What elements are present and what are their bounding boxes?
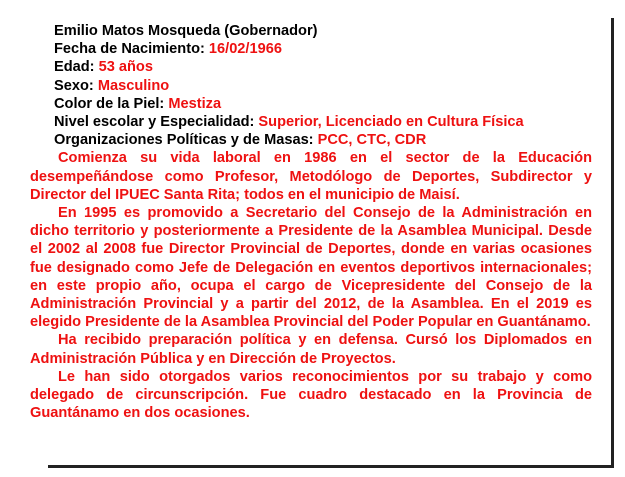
field-organizations: [52, 131, 592, 149]
bio-paragraph-4: [30, 368, 592, 423]
person-name: [52, 22, 592, 40]
bio-paragraph-2: [30, 204, 592, 331]
bio-text: Ha recibido preparación política y en defensa. Cursó los Diplomados en Administración Pública y en Dirección de Proyectos.: [30, 332, 592, 367]
biography-card: [30, 22, 592, 422]
bio-paragraph-3: [30, 331, 592, 367]
field-skin-color: [52, 95, 592, 113]
field-label: Nivel escolar y Especialidad:: [54, 114, 255, 131]
field-age: [52, 58, 592, 76]
bio-text: En 1995 es promovido a Secretario del Consejo de la Administración en dicho territorio y posteriormente a Presidente de la Asamblea Municipal. Desde el 2002 al 2008 fue Director Provincial de Deportes, donde en varias ocasiones fue designado como Jefe de Delegación en eventos deportivos internacionales; en este propio año, ocupa el cargo de Vicepresidente del Consejo de la Administración Provincial y a partir del 2012, de la Asamblea. En el 2019 es elegido Presidente de la Asamblea Provincial del Poder Popular en Guantánamo.: [30, 205, 592, 331]
field-value: Masculino: [97, 77, 170, 94]
field-label: Sexo:: [54, 77, 94, 94]
field-label: Color de la Piel:: [54, 95, 165, 112]
field-sex: [52, 77, 592, 95]
bio-text: Le han sido otorgados varios reconocimientos por su trabajo y como delegado de circunscripción. Fue cuadro destacado en la Provincia de Guantánamo en dos ocasiones.: [30, 368, 592, 422]
name-text: Emilio Matos Mosqueda (Gobernador): [54, 23, 318, 39]
field-value: Superior, Licenciado en Cultura Física: [258, 114, 524, 131]
field-value: PCC, CTC, CDR: [317, 132, 427, 149]
field-birthdate: [52, 40, 592, 58]
bio-text: Comienza su vida laboral en 1986 en el sector de la Educación desempeñándose como Profesor, Metodólogo de Deportes, Subdirector y Director del IPUEC Santa Rita; todos en el municipio de Maisí.: [30, 150, 592, 203]
field-label: Edad:: [54, 59, 95, 76]
field-value: Mestiza: [168, 95, 222, 112]
field-label: Organizaciones Políticas y de Masas:: [54, 132, 314, 149]
field-value: 53 años: [98, 59, 153, 76]
field-education: [52, 113, 592, 131]
bio-paragraph-1: [30, 149, 592, 204]
field-label: Fecha de Nacimiento:: [54, 41, 205, 58]
field-value: 16/02/1966: [208, 41, 282, 58]
